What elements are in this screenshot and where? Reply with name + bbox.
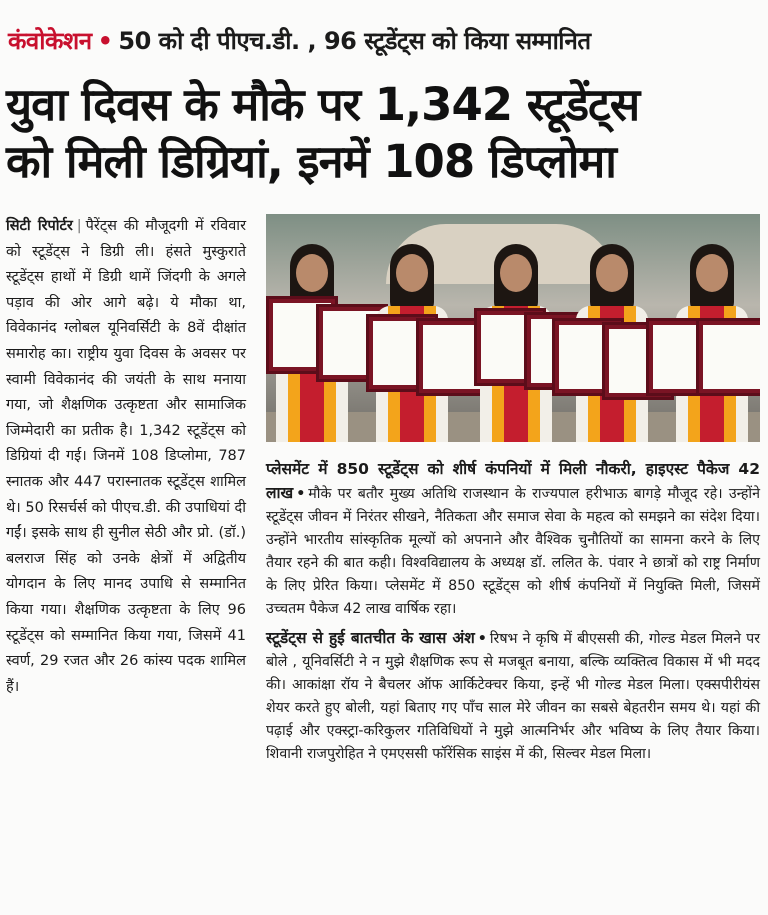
byline-separator: | bbox=[76, 218, 82, 234]
headline-line-2: को मिली डिग्रियां, इनमें 108 डिप्लोमा bbox=[6, 135, 616, 188]
kicker-text: 50 को दी पीएच.डी. , 96 स्टूडेंट्स को किया सम्मानित bbox=[118, 27, 591, 55]
interview-subhead: स्टूडेंट्स से हुई बातचीत के खास अंश bbox=[266, 629, 475, 647]
headline bbox=[6, 76, 762, 190]
section-tag: कंवोकेशन bbox=[8, 27, 92, 55]
kicker-bullet: • bbox=[97, 27, 113, 55]
placement-subhead: प्लेसमेंट में 850 स्टूडेंट्स को शीर्ष कंपनियों में मिली नौकरी, हाइएस्ट पैकेज 42 लाख bbox=[266, 460, 760, 502]
kicker-line bbox=[8, 24, 760, 58]
degree-certificate bbox=[696, 318, 760, 396]
right-column-article bbox=[266, 458, 760, 766]
left-column-article bbox=[6, 214, 246, 904]
placement-bullet: • bbox=[296, 486, 306, 502]
convocation-photo bbox=[266, 214, 760, 442]
placement-body: मौके पर बतौर मुख्य अतिथि राजस्थान के राज्यपाल हरीभाऊ बागड़े मौजूद रहे। उन्होंने स्टूडेंट्स जीवन में निरंतर सीखने, नैतिकता और समाज सेवा के महत्व को समझने का संदेश दिया। उन्होंने भारतीय सांस्कृतिक मूल्यों को अपनाने और वैश्विक चुनौतियों का सामना करने के लिए तैयार रहने की बात कही। विश्वविद्यालय के अध्यक्ष डॉ. ललित के. पंवार ने छात्रों को राष्ट्र निर्माण के लिए प्रेरित किया। प्लेसमेंट में 850 स्टूडेंट्स को शीर्ष कंपनियों में नियुक्ति मिली, जिसमें उच्चतम पैकेज 42 लाख वार्षिक रहा। bbox=[266, 486, 760, 617]
placement-paragraph bbox=[266, 458, 760, 621]
interview-body: रिषभ ने कृषि में बीएससी की, गोल्ड मेडल मिलने पर बोले , यूनिवर्सिटी ने न मुझे शैक्षणिक रूप से मजबूत बनाया, बल्कि व्यक्तित्व विकास में भी मदद की। आकांक्षा रॉय ने बैचलर ऑफ आर्किटेक्चर किया, इन्हें भी गोल्ड मेडल मिला। एक्सपीरीयंस शेयर करते हुए बोली, यहां बिताए गए पाँच साल मेरे जीवन का सबसे बेहतरीन समय थे। यहां की पढ़ाई और एक्स्ट्रा-करिकुलर गतिविधियों ने मुझे आत्मनिर्भर और भविष्य के लिए तैयार किया। शिवानी राजपुरोहित ने एमएससी फॉरेंसिक साइंस में की, सिल्वर मेडल मिला। bbox=[266, 631, 760, 762]
interview-paragraph bbox=[266, 627, 760, 766]
byline: सिटी रिपोर्टर bbox=[6, 218, 73, 234]
interview-bullet: • bbox=[477, 631, 487, 647]
headline-line-1: युवा दिवस के मौके पर 1,342 स्टूडेंट्स bbox=[6, 78, 640, 131]
left-column-body: पैरेंट्स की मौजूदगी में रविवार को स्टूडेंट्स ने डिग्री ली। हंसते मुस्कुराते स्टूडेंट्स हाथों में डिग्री थामें जिंदगी के अगले पड़ाव की ओर आगे बढ़े। ये मौका था, विवेकानंद ग्लोबल यूनिवर्सिटी के 8वें दीक्षांत समारोह का। राष्ट्रीय युवा दिवस के अवसर पर स्वामी विवेकानंद की जयंती के साथ मनाया गया, जो शैक्षणिक उत्कृष्टता और सामाजिक जिम्मेदारी का प्रतीक है। 1,342 स्टूडेंट्स को डिग्रियां दी गई। जिनमें 108 डिप्लोमा, 787 स्नातक और 447 परास्नातक स्टूडेंट्स शामिल थे। 50 रिसर्चर्स को पीएच.डी. की उपाधियां दी गईं। इसके साथ ही सुनील सेठी और प्रो. (डॉ.) बलराज सिंह को उनके क्षेत्रों में अद्वितीय योगदान के लिए मानद उपाधि से सम्मानित किया गया। शैक्षणिक उत्कृष्टता के लिए 96 स्टूडेंट्स को सम्मानित किया गया, जिसमें 41 स्वर्ण, 29 रजत और 26 कांस्य पदक शामिल हैं। bbox=[6, 218, 246, 695]
